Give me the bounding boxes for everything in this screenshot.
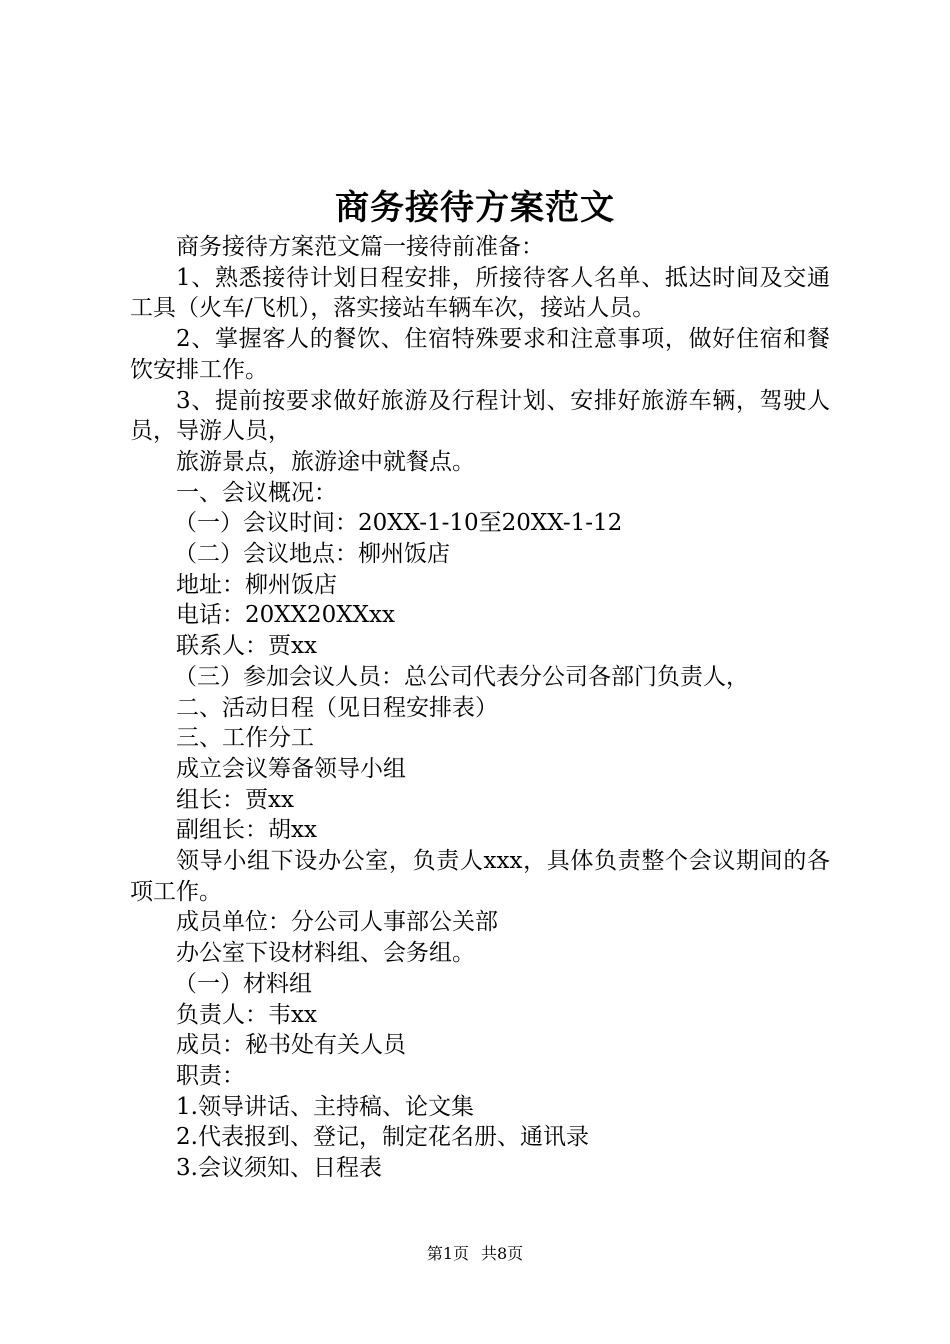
paragraph: 商务接待方案范文篇一接待前准备： (176, 234, 544, 260)
paragraph: 1、熟悉接待计划日程安排，所接待客人名单、抵达时间及交通工具（火车/飞机），落实接站车辆车次，接站人员。 (130, 264, 830, 322)
paragraph: （一）会议时间：20XX-1-10至20XX-1-12 (174, 510, 623, 537)
paragraph: 旅游景点，旅游途中就餐点。 (176, 448, 475, 475)
document-body (130, 232, 830, 1184)
paragraph: 一、会议概况： (176, 479, 337, 506)
paragraph: 电话：20XX20XXxx (176, 602, 395, 629)
paragraph: 成立会议筹备领导小组 (176, 755, 406, 782)
paragraph: 2、掌握客人的餐饮、住宿特殊要求和注意事项，做好住宿和餐饮安排工作。 (130, 326, 830, 383)
paragraph: 办公室下设材料组、会务组。 (176, 940, 475, 967)
paragraph: 领导小组下设办公室，负责人xxx，具体负责整个会议期间的各项工作。 (130, 848, 830, 905)
paragraph: 副组长：胡xx (176, 817, 317, 844)
paragraph: 成员：秘书处有关人员 (176, 1032, 406, 1059)
paragraph: 3、提前按要求做好旅游及行程计划、安排好旅游车辆，驾驶人员，导游人员， (130, 387, 830, 445)
paragraph: 2.代表报到、登记，制定花名册、通讯录 (176, 1124, 589, 1151)
paragraph: 负责人：韦xx (176, 1001, 317, 1028)
paragraph: 1.领导讲话、主持稿、论文集 (176, 1093, 474, 1120)
paragraph: 地址：柳州饭店 (176, 571, 337, 598)
page-total: 共8页 (481, 1244, 524, 1263)
paragraph: 3.会议须知、日程表 (176, 1155, 382, 1182)
paragraph: 三、工作分工 (176, 725, 314, 752)
paragraph: 联系人：贾xx (176, 633, 317, 660)
paragraph: 成员单位：分公司人事部公关部 (176, 909, 498, 936)
paragraph: 二、活动日程（见日程安排表） (176, 694, 498, 721)
paragraph: 组长：贾xx (176, 786, 294, 813)
paragraph: 职责： (176, 1062, 245, 1089)
document-title: 商务接待方案范文 (335, 188, 615, 228)
page-number: 第1页 (426, 1244, 469, 1263)
paragraph: （一）材料组 (174, 970, 312, 997)
paragraph: （二）会议地点：柳州饭店 (174, 541, 450, 568)
paragraph: （三）参加会议人员：总公司代表分公司各部门负责人， (174, 663, 749, 690)
page-footer (0, 1244, 950, 1264)
